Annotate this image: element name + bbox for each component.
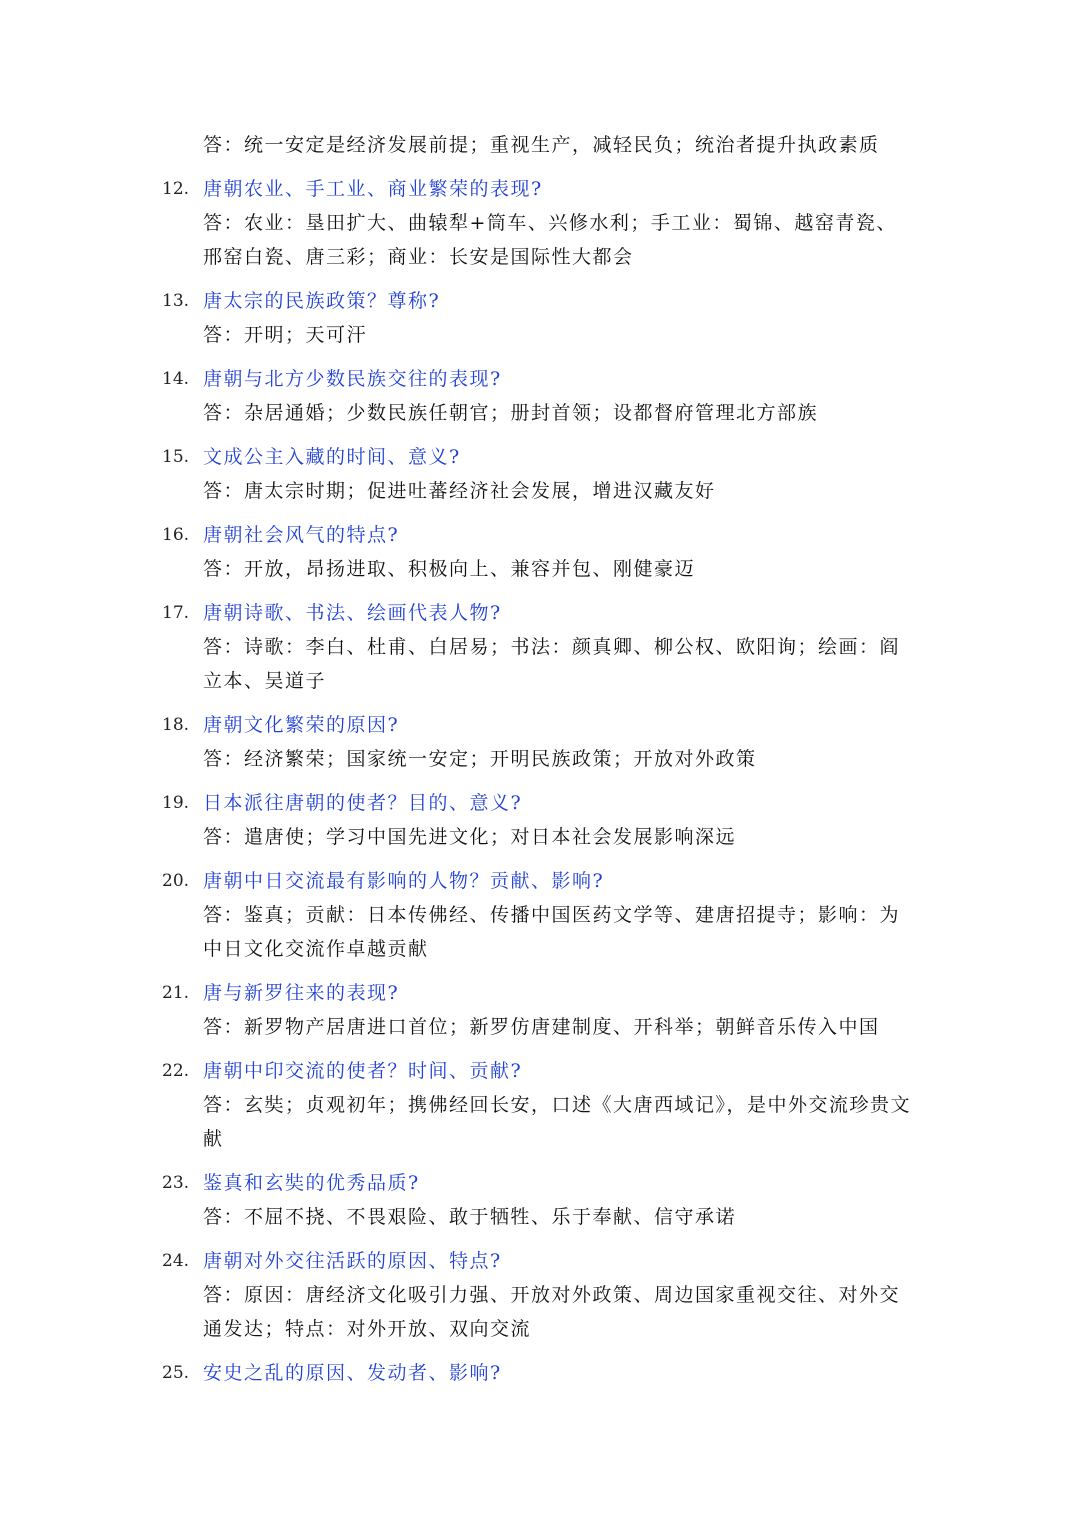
list-item: [0, 1054, 1080, 1156]
answer-text: 答：开明；天可汗: [203, 324, 368, 346]
answer-text: 答：经济繁荣；国家统一安定；开明民族政策；开放对外政策: [203, 748, 757, 770]
question-list: [0, 172, 1080, 1400]
question-number: 16.: [162, 525, 190, 545]
question-text: 鉴真和玄奘的优秀品质?: [203, 1172, 420, 1194]
list-item: [0, 518, 1080, 586]
answer-text: 答：杂居通婚；少数民族任朝官；册封首领；设都督府管理北方部族: [203, 402, 819, 424]
question-text: 唐朝社会风气的特点?: [203, 524, 400, 546]
list-item: [0, 976, 1080, 1044]
list-item: [0, 1244, 1080, 1346]
question-number: 15.: [162, 447, 190, 467]
answer-text: 答：不屈不挠、不畏艰险、敢于牺牲、乐于奉献、信守承诺: [203, 1206, 737, 1228]
question-text: 唐朝中日交流最有影响的人物？贡献、影响?: [203, 870, 605, 892]
list-item: [0, 864, 1080, 966]
question-number: 13.: [162, 291, 190, 311]
answer-text: 答：统一安定是经济发展前提；重视生产，减轻民负；统治者提升执政素质: [203, 134, 880, 156]
question-number: 14.: [162, 369, 190, 389]
question-number: 20.: [162, 871, 190, 891]
question-number: 25.: [162, 1363, 190, 1383]
question-text: 文成公主入藏的时间、意义?: [203, 446, 461, 468]
list-item: [0, 786, 1080, 854]
answer-text: 答：鉴真；贡献：日本传佛经、传播中国医药文学等、建唐招提寺；影响：为中日文化交流作卓越贡献: [203, 904, 901, 960]
list-item: [0, 362, 1080, 430]
question-text: 唐与新罗往来的表现?: [203, 982, 400, 1004]
question-number: 23.: [162, 1173, 190, 1193]
answer-text: 答：新罗物产居唐进口首位；新罗仿唐建制度、开科举；朝鲜音乐传入中国: [203, 1016, 880, 1038]
question-text: 唐朝与北方少数民族交往的表现?: [203, 368, 502, 390]
question-text: 日本派往唐朝的使者？目的、意义?: [203, 792, 523, 814]
list-item: [0, 284, 1080, 352]
question-text: 唐朝中印交流的使者？时间、贡献?: [203, 1060, 523, 1082]
answer-text: 答：唐太宗时期；促进吐蕃经济社会发展，增进汉藏友好: [203, 480, 716, 502]
list-item: [0, 172, 1080, 274]
question-number: 24.: [162, 1251, 190, 1271]
question-text: 唐朝农业、手工业、商业繁荣的表现?: [203, 178, 543, 200]
question-number: 17.: [162, 603, 190, 623]
answer-text: 答：玄奘；贞观初年；携佛经回长安，口述《大唐西域记》，是中外交流珍贵文献: [203, 1094, 912, 1150]
question-number: 22.: [162, 1061, 190, 1081]
question-text: 唐朝文化繁荣的原因?: [203, 714, 400, 736]
answer-text: 答：原因：唐经济文化吸引力强、开放对外政策、周边国家重视交往、对外交通发达；特点：对外开放、双向交流: [203, 1284, 901, 1340]
list-item: [0, 1166, 1080, 1234]
question-text: 安史之乱的原因、发动者、影响?: [203, 1362, 502, 1384]
list-item: [0, 1356, 1080, 1390]
answer-text: 答：遣唐使；学习中国先进文化；对日本社会发展影响深远: [203, 826, 737, 848]
answer-text: 答：农业：垦田扩大、曲辕犁+筒车、兴修水利；手工业：蜀锦、越窑青瓷、邢窑白瓷、唐三彩；商业：长安是国际性大都会: [203, 212, 897, 268]
question-number: 12.: [162, 179, 190, 199]
list-item: [0, 596, 1080, 698]
answer-text: 答：诗歌：李白、杜甫、白居易；书法：颜真卿、柳公权、欧阳询；绘画：阎立本、吴道子: [203, 636, 901, 692]
question-number: 21.: [162, 983, 190, 1003]
question-text: 唐朝诗歌、书法、绘画代表人物?: [203, 602, 502, 624]
question-text: 唐太宗的民族政策？尊称?: [203, 290, 441, 312]
question-number: 18.: [162, 715, 190, 735]
list-item: [0, 440, 1080, 508]
question-text: 唐朝对外交往活跃的原因、特点?: [203, 1250, 502, 1272]
question-number: 19.: [162, 793, 190, 813]
list-item: [0, 708, 1080, 776]
answer-text: 答：开放，昂扬进取、积极向上、兼容并包、刚健豪迈: [203, 558, 696, 580]
